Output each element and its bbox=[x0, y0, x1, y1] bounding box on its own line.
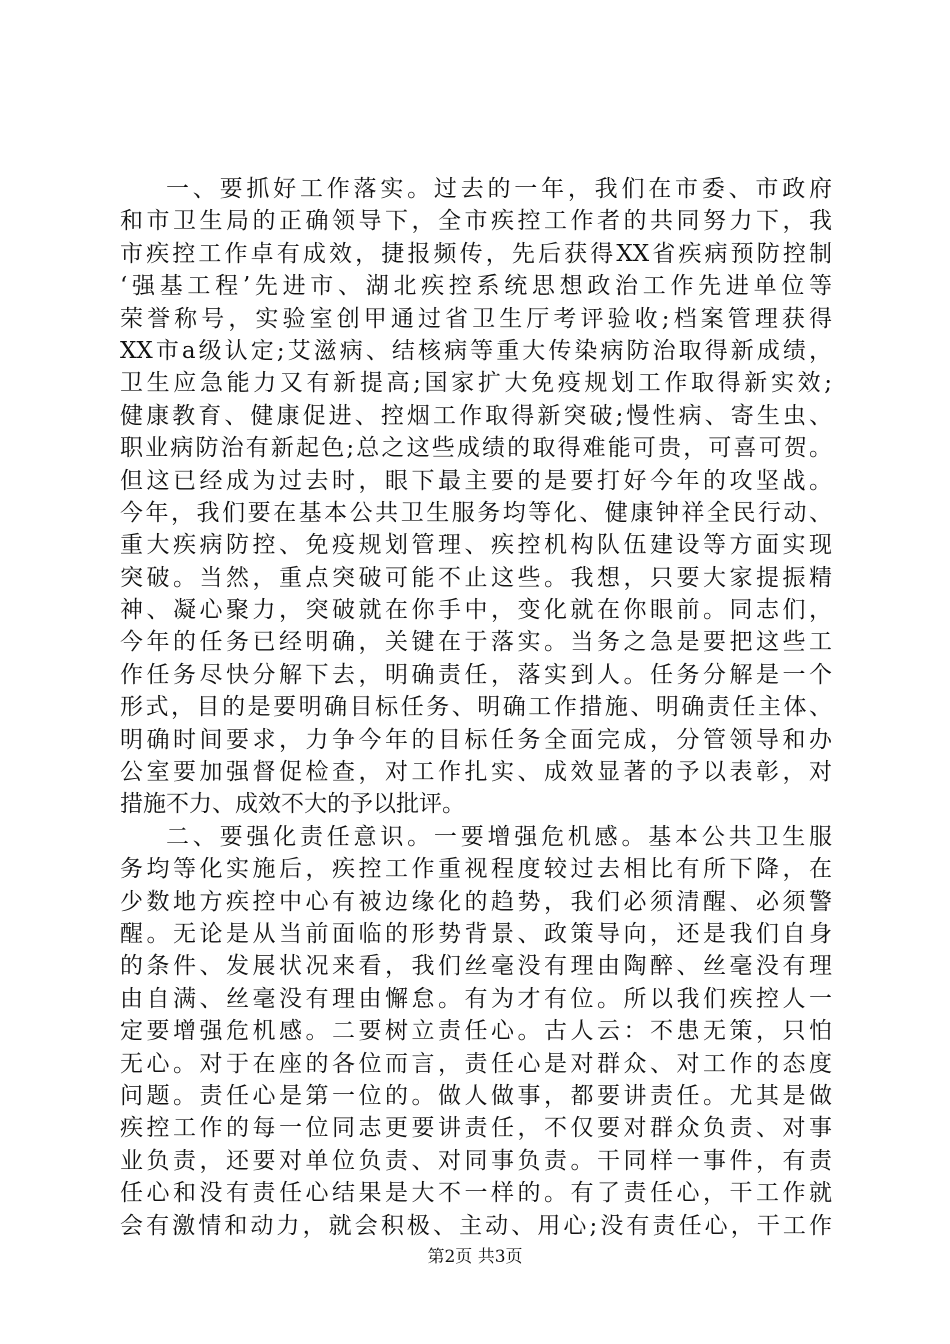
text-line: 但这已经成为过去时，眼下最主要的是要打好今年的攻坚战。 bbox=[120, 467, 832, 494]
paragraph-2 bbox=[120, 821, 832, 1242]
text-line: 今年，我们要在基本公共卫生服务均等化、健康钟祥全民行动、 bbox=[120, 499, 832, 526]
text-line: 和市卫生局的正确领导下，全市疾控工作者的共同努力下，我 bbox=[120, 208, 832, 235]
text-line: 任心和没有责任心结果是大不一样的。有了责任心，干工作就 bbox=[120, 1180, 832, 1207]
text-line: 少数地方疾控中心有被边缘化的趋势，我们必须清醒、必须警 bbox=[120, 888, 832, 915]
text-line: 荣誉称号，实验室创甲通过省卫生厅考评验收;档案管理获得 bbox=[120, 305, 832, 332]
text-line: 会有激情和动力，就会积极、主动、用心;没有责任心，干工作 bbox=[120, 1212, 832, 1239]
text-line: 今年的任务已经明确，关键在于落实。当务之急是要把这些工 bbox=[120, 629, 832, 656]
text-line: 职业病防治有新起色;总之这些成绩的取得难能可贵，可喜可贺。 bbox=[120, 435, 832, 462]
text-line: 明确时间要求，力争今年的目标任务全面完成，分管领导和办 bbox=[120, 726, 832, 753]
text-line: 的条件、发展状况来看，我们丝毫没有理由陶醉、丝毫没有理 bbox=[120, 953, 832, 980]
text-line: 醒。无论是从当前面临的形势背景、政策导向，还是我们自身 bbox=[120, 920, 832, 947]
text-line: 健康教育、健康促进、控烟工作取得新突破;慢性病、寄生虫、 bbox=[120, 402, 832, 429]
text-line: 一、要抓好工作落实。过去的一年，我们在市委、市政府 bbox=[166, 176, 832, 202]
text-line: 务均等化实施后，疾控工作重视程度较过去相比有所下降，在 bbox=[120, 856, 832, 883]
document-body bbox=[120, 173, 832, 1242]
text-line: 疾控工作的每一位同志更要讲责任，不仅要对群众负责、对事 bbox=[120, 1115, 832, 1142]
text-line: 突破。当然，重点突破可能不止这些。我想，只要大家提振精 bbox=[120, 564, 832, 591]
page-footer bbox=[0, 1246, 950, 1268]
text-line: XX市a级认定;艾滋病、结核病等重大传染病防治取得新成绩， bbox=[120, 337, 832, 364]
text-line: 业负责，还要对单位负责、对同事负责。干同样一事件，有责 bbox=[120, 1147, 832, 1174]
paragraph-1 bbox=[120, 173, 832, 821]
text-line: 市疾控工作卓有成效，捷报频传，先后获得XX省疾病预防控制 bbox=[120, 240, 832, 267]
text-line: ‘强基工程’先进市、湖北疾控系统思想政治工作先进单位等 bbox=[120, 273, 832, 300]
text-line: 措施不力、成效不大的予以批评。 bbox=[120, 791, 465, 818]
text-line: 公室要加强督促检查，对工作扎实、成效显著的予以表彰，对 bbox=[120, 759, 832, 786]
text-line: 形式，目的是要明确目标任务、明确工作措施、明确责任主体、 bbox=[120, 694, 832, 721]
text-line: 卫生应急能力又有新提高;国家扩大免疫规划工作取得新实效; bbox=[120, 370, 832, 397]
text-line: 定要增强危机感。二要树立责任心。古人云：不患无策，只怕 bbox=[120, 1018, 832, 1045]
page-number: 第2页 共3页 bbox=[427, 1247, 523, 1267]
text-line: 二、要强化责任意识。一要增强危机感。基本公共卫生服 bbox=[166, 823, 832, 850]
text-line: 问题。责任心是第一位的。做人做事，都要讲责任。尤其是做 bbox=[120, 1082, 832, 1109]
text-line: 重大疾病防控、免疫规划管理、疾控机构队伍建设等方面实现 bbox=[120, 532, 832, 559]
text-line: 无心。对于在座的各位而言，责任心是对群众、对工作的态度 bbox=[120, 1050, 832, 1077]
text-line: 作任务尽快分解下去，明确责任，落实到人。任务分解是一个 bbox=[120, 661, 832, 688]
text-line: 由自满、丝毫没有理由懈怠。有为才有位。所以我们疾控人一 bbox=[120, 985, 832, 1012]
text-line: 神、凝心聚力，突破就在你手中，变化就在你眼前。同志们， bbox=[120, 597, 832, 624]
